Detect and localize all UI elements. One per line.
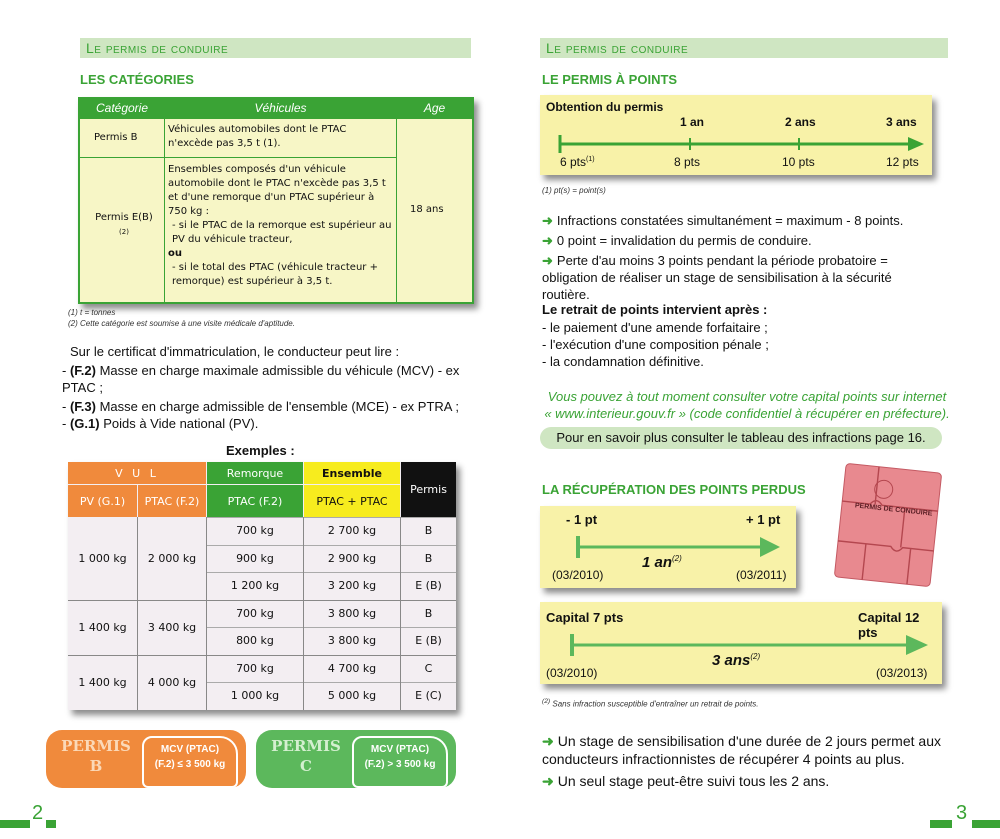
item-f2: - (F.2) Masse en charge maximale admissible du véhicule (MCV) - ex PTAC ; [62,363,460,395]
example-rem-0: 700 kg [236,524,274,538]
hdr-ptac: PTAC (F.2) [138,485,206,517]
example-ens-2: 3 200 kg [327,579,377,593]
example-permis-1: B [424,551,433,565]
timeline-arrow [540,129,932,159]
box1-end: (03/2011) [736,568,787,582]
cat-permis-b: Permis B [94,132,138,143]
timeline-label-0: Obtention du permis [546,100,664,114]
note-tonnes: (1) t = tonnes [68,308,116,317]
note-points: (1) pt(s) = point(s) [542,186,606,195]
timeline-value-3: 12 pts [886,155,919,169]
final-bullet-1: ➜ Un stage de sensibilisation d'une durée de 2 jours permet aux conducteurs infractionnistes de récupérer 4 points au plus. [542,733,941,767]
left-section-title: Le permis de conduire [80,38,471,58]
hdr-permis: Permis [401,462,456,517]
example-rem-4: 800 kg [236,634,274,648]
box2-right: Capital 12 pts [858,610,920,640]
consult-text: Vous pouvez à tout moment consulter votre capital points sur internet « www.interieur.gouv.fr » (code confidentiel à récupérer en préfecture). [544,389,950,421]
example-ens-3: 3 800 kg [327,606,377,620]
header-categorie: Catégorie [80,99,164,118]
header-age: Age [397,99,472,118]
points-timeline [540,95,932,175]
cat-permis-eb: Permis E(B) (2) [95,212,153,236]
veh-permis-eb: Ensembles composés d'un véhicule automobile dont le PTAC n'excède pas 3,5 t et d'une remorque d'un PTAC supérieur à 750 kg : - si le PTAC de la remorque est supérieur au PV du véhicule tracteur, ou - si le total des PTAC (véhicule tracteur + remorque) est supérieur à 3,5 t. [168,164,392,287]
example-permis-0: B [424,524,433,538]
box1-center: 1 $an^{(2)}$ [642,554,682,571]
recup-box-2 [540,602,942,684]
example-permis-3: B [424,606,433,620]
note-sans-infraction: $^{(2)}$ Sans infraction susceptible d'entraîner un retrait de points. [542,698,759,709]
timeline-value-2: 10 pts [782,155,815,169]
hdr-vul: V U L [68,462,206,484]
note-medical: (2) Cette catégorie est soumise à une visite médicale d'aptitude. [68,319,295,328]
item-f3: - (F.3) Masse en charge admissible de l'ensemble (MCE) - ex PTRA ; [62,399,459,414]
points-heading: LE PERMIS À POINTS [542,72,678,87]
final-bullet-2: ➜ Un seul stage peut-être suivi tous les 2 ans. [542,773,830,789]
page-number-left: 2 [32,802,44,824]
badge-permis-c: PERMIS C MCV (PTAC) (F.2) > 3 500 kg [256,730,456,788]
infractions-pill[interactable]: Pour en savoir plus consulter le tableau des infractions page 16. [540,427,942,449]
group2-pv: 1 400 kg [78,621,127,634]
header-vehicules: Véhicules [165,99,396,118]
group3-pv: 1 400 kg [78,676,127,689]
certificate-intro: Sur le certificat d'immatriculation, le conducteur peut lire : [70,344,400,359]
box2-start: (03/2010) [546,666,598,680]
categories-heading: LES CATÉGORIES [80,72,194,87]
timeline-value-0: 6 pts$^{(1)}$ [560,155,595,169]
example-ens-4: 3 800 kg [327,634,377,648]
categories-table [78,97,474,304]
box2-center: 3 ans$^{(2)}$ [712,652,761,669]
examples-table [68,462,456,710]
example-permis-2: E (B) [415,579,442,593]
example-rem-5: 700 kg [236,661,274,675]
box1-right: + 1 pt [746,512,781,527]
retrait-list: - le paiement d'une amende forfaitaire ; - l'exécution d'une composition pénale ; - la condamnation définitive. [542,320,769,369]
examples-title: Exemples : [226,443,295,458]
example-ens-0: 2 700 kg [327,524,377,538]
recup-heading: LA RÉCUPÉRATION DES POINTS PERDUS [542,482,806,497]
timeline-label-1: 1 an [680,115,705,129]
page-number-right: 3 [956,802,968,824]
box1-start: (03/2010) [552,568,604,582]
retrait-title: Le retrait de points intervient après : [542,302,768,317]
item-g1: - (G.1) Poids à Vide national (PV). [62,416,259,431]
timeline-label-2: 2 ans [785,115,816,129]
example-permis-6: E (C) [415,689,442,703]
example-rem-3: 700 kg [236,606,274,620]
group2-ptac: 3 400 kg [147,621,197,634]
group1-pv: 1 000 kg [78,552,127,565]
bullet-3: ➜ Perte d'au moins 3 points pendant la période probatoire = obligation de réaliser un stage de sensibilisation à la sécurité routière. [542,253,892,302]
certificate-list [62,362,482,432]
right-section-title: Le permis de conduire [540,38,948,58]
badge-permis-b: PERMIS B MCV (PTAC) (F.2) ≤ 3 500 kg [46,730,246,788]
box2-end: (03/2013) [876,666,928,680]
example-ens-6: 5 000 kg [327,689,377,703]
example-rem-1: 900 kg [236,551,274,565]
hdr-pv: PV (G.1) [68,485,137,517]
example-ens-1: 2 900 kg [327,551,377,565]
hdr-remorque: Remorque [207,462,303,484]
hdr-ensemble: Ensemble [304,462,400,484]
puzzle-icon [832,461,944,589]
example-ens-5: 4 700 kg [327,661,377,675]
example-permis-4: E (B) [415,634,442,648]
timeline-label-3: 3 ans [886,115,917,129]
box2-left: Capital 7 pts [546,610,624,625]
recup-box-1 [540,506,796,588]
group1-ptac: 2 000 kg [147,552,197,565]
example-permis-5: C [424,661,433,675]
veh-permis-b: Véhicules automobiles dont le PTAC n'excède pas 3,5 t (1). [168,124,347,149]
box1-left: - 1 pt [566,512,598,527]
example-rem-2: 1 200 kg [230,579,280,593]
hdr-rem-ptac: PTAC (F.2) [207,485,303,517]
bullet-2: ➜ 0 point = invalidation du permis de conduire. [542,233,812,248]
hdr-ens-ptac: PTAC + PTAC [304,485,400,517]
licence-card: PERMIS DE CONDUIRE [832,461,944,589]
timeline-value-1: 8 pts [674,155,701,169]
age-value: 18 ans [410,204,444,215]
example-rem-6: 1 000 kg [230,689,280,703]
bullet-1: ➜ Infractions constatées simultanément = maximum - 8 points. [542,213,904,228]
group3-ptac: 4 000 kg [147,676,197,689]
